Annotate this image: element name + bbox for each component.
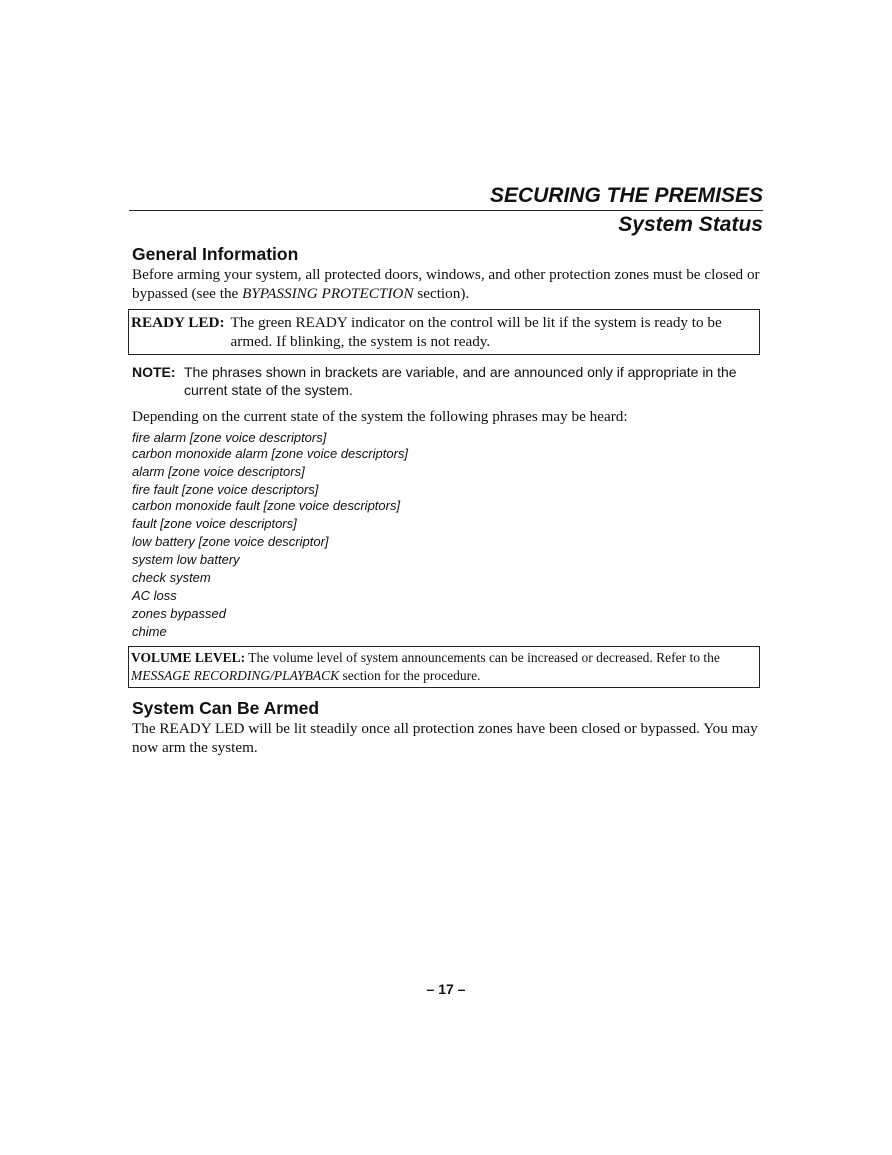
phrase-item: system low battery (132, 552, 240, 567)
volume-level-label: VOLUME LEVEL: (131, 650, 246, 665)
volume-level-box: VOLUME LEVEL: The volume level of system announcements can be increased or decreased. Refer to the MESSAGE RECORDING/PLAYBACK section for the procedure. (128, 646, 760, 688)
page-body (132, 243, 764, 757)
phrase-item: fault [zone voice descriptors] (132, 516, 297, 531)
phrases-intro: Depending on the current state of the system the following phrases may be heard: (132, 408, 628, 425)
phrase-item: zones bypassed (132, 606, 226, 621)
page-header (129, 183, 763, 238)
phrase-item: chime (132, 624, 167, 639)
phrase-item: low battery [zone voice descriptor] (132, 534, 329, 549)
phrase-list (132, 430, 764, 640)
header-rule (129, 210, 763, 211)
phrase-item: carbon monoxide fault [zone voice descriptors] (132, 498, 401, 513)
note-label: NOTE: (132, 364, 176, 380)
general-information-heading: General Information (132, 244, 299, 264)
phrase-item: check system (132, 570, 211, 585)
system-can-be-armed-text: The READY LED will be lit steadily once all protection zones have been closed or bypassed. You may now arm the system. (132, 720, 758, 756)
phrase-item: carbon monoxide alarm [zone voice descriptors] (132, 446, 409, 461)
ready-led-text: The green READY indicator on the control will be lit if the system is ready to be armed. If blinking, the system is not ready. (230, 314, 722, 350)
phrase-item: fire alarm [zone voice descriptors] (132, 430, 327, 445)
system-can-be-armed-heading: System Can Be Armed (132, 698, 320, 718)
phrase-item: fire fault [zone voice descriptors] (132, 482, 319, 497)
ready-led-label: READY LED: (131, 314, 225, 331)
page-number: – 17 – (426, 981, 466, 997)
note-text: The phrases shown in brackets are variable, and are announced only if appropriate in the current state of the system. (184, 364, 737, 398)
phrase-item: alarm [zone voice descriptors] (132, 464, 305, 479)
note (132, 363, 764, 399)
message-recording-ref: MESSAGE RECORDING/PLAYBACK (131, 668, 340, 683)
general-information-text: Before arming your system, all protected doors, windows, and other protection zones must be closed or bypassed (see the BYPASSING PROTECTION section). (132, 266, 760, 302)
ready-led-box (128, 309, 760, 355)
section-title: System Status (618, 213, 763, 236)
phrase-item: AC loss (132, 588, 177, 603)
bypassing-protection-ref: BYPASSING PROTECTION (242, 285, 414, 302)
chapter-title: SECURING THE PREMISES (489, 184, 763, 207)
